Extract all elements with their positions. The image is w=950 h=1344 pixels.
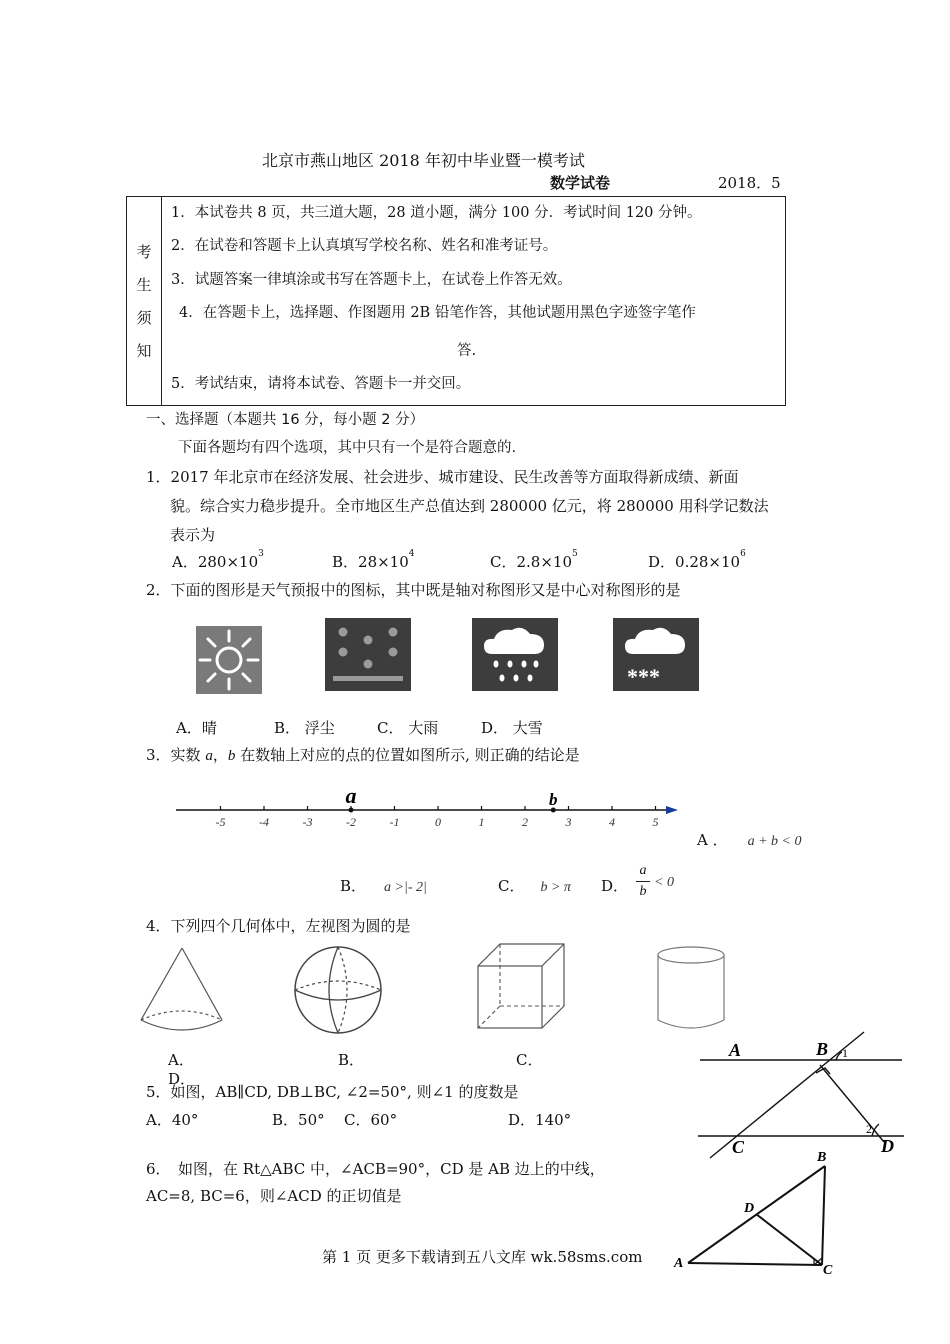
q3-option-d-rest: < 0 [654, 875, 674, 890]
sun-icon [196, 626, 262, 694]
q5-label-angle1: 1 [842, 1046, 848, 1060]
point-b-label: b [549, 790, 558, 809]
q5-label-b: B [816, 1039, 829, 1059]
exam-title: 北京市燕山地区 2018 年初中毕业暨一模考试 [262, 151, 585, 170]
notice-label-char: 知 [136, 342, 152, 360]
sphere-shape [290, 944, 386, 1036]
notice-item: 2．在试卷和答题卡上认真填写学校名称、姓名和准考证号。 [171, 238, 558, 254]
notice-label-char: 须 [136, 309, 152, 327]
number-line-tick-label: 4 [609, 815, 615, 829]
cube-shape [474, 940, 570, 1032]
page-footer: 第 1 页 更多下载请到五八文库 wk.58sms.com [322, 1248, 643, 1266]
q6-label-c: C [823, 1263, 833, 1278]
number-line-tick-label: -5 [215, 815, 226, 829]
notice-item: 4．在答题卡上，选择题、作图题用 2B 铅笔作答，其他试题用黑色字迹签字笔作 [179, 305, 696, 321]
q2-option-a: A．晴 [176, 719, 217, 737]
q1-line: 表示为 [170, 526, 216, 544]
q2-option-c: C． 大雨 [377, 719, 439, 737]
notice-label-char: 生 [136, 276, 152, 294]
q1-option-c: C．$2.8\times 10^5$ [490, 549, 578, 571]
number-line-tick-label: -3 [302, 815, 313, 829]
q4-option-c: C． [516, 1051, 543, 1069]
number-line-tick-label: 1 [478, 815, 485, 829]
q5-option-a: A．40° [146, 1111, 199, 1129]
number-line [170, 780, 690, 832]
q5-option-c: C．60° [344, 1111, 398, 1129]
section-heading: 一、选择题（本题共 16 分，每小题 2 分） [146, 412, 425, 428]
q5-option-d: D．140° [508, 1111, 572, 1129]
number-line-tick-label: -2 [346, 815, 356, 829]
heavy-rain-icon [472, 618, 558, 691]
q3-option-d: D． [601, 877, 629, 895]
q6-label-a: A [674, 1256, 684, 1271]
number-line-tick-label: 2 [522, 815, 528, 829]
notice-item: 3．试题答案一律填涂或书写在答题卡上，在试卷上作答无效。 [171, 272, 572, 288]
cylinder-shape [654, 944, 728, 1032]
q3-stem: 3．实数 a，b 在数轴上对应的点的位置如图所示, 则正确的结论是 [146, 746, 580, 764]
q3-option-b: B． a >|- 2| [340, 877, 427, 895]
q1-option-a: A．$280\times 10^3$ [172, 549, 264, 571]
number-line-tick-label: 3 [565, 815, 572, 829]
q4-stem: 4．下列四个几何体中，左视图为圆的是 [146, 917, 411, 935]
q6-label-d: D [744, 1201, 755, 1216]
q5-option-b: B．50° [272, 1111, 325, 1129]
exam-subtitle: 数学试卷 [550, 174, 611, 192]
svg-text:***: *** [627, 664, 660, 689]
q6-line: 6． 如图，在 Rt△ABC 中，∠ACB=90°，CD 是 AB 边上的中线， [146, 1160, 605, 1178]
q5-figure [692, 1028, 912, 1164]
q1-option-d: D．$0.28\times 10^6$ [648, 549, 746, 571]
q2-option-d: D． 大雪 [481, 719, 543, 737]
number-line-tick-label: -1 [389, 815, 400, 829]
q6-figure [670, 1146, 850, 1278]
q4-option-d: D． [168, 1070, 196, 1088]
number-line-tick-label: -4 [259, 815, 269, 829]
q6-label-b: B [817, 1150, 827, 1165]
q3-option-a: A ． a + b < 0 [697, 831, 802, 849]
q5-label-a: A [729, 1040, 742, 1060]
number-line-tick-label: 0 [435, 815, 441, 829]
number-line-tick-label: 5 [652, 815, 659, 829]
q2-option-b: B． 浮尘 [274, 719, 335, 737]
exam-date: 2018．5 [718, 174, 781, 192]
q1-line: 1．2017 年北京市在经济发展、社会进步、城市建设、民生改善等方面取得新成绩、新面 [146, 468, 739, 486]
heavy-snow-icon [613, 618, 699, 691]
section-instruction: 下面各题均有四个选项，其中只有一个是符合题意的. [178, 440, 517, 456]
notice-item: 1．本试卷共 8 页，共三道大题，28 道小题，满分 100 分．考试时间 120 分钟。 [171, 205, 702, 221]
q5-label-d: D [881, 1136, 894, 1156]
q5-stem: 5．如图，AB∥CD, DB⊥BC, ∠2=50°, 则∠1 的度数是 [146, 1083, 519, 1101]
q5-label-angle2: 2 [866, 1122, 872, 1136]
notice-item: 5．考试结束，请将本试卷、答题卡一并交回。 [171, 376, 471, 392]
notice-label-char: 考 [136, 243, 152, 261]
notice-label [127, 197, 162, 405]
q2-stem: 2．下面的图形是天气预报中的图标，其中既是轴对称图形又是中心对称图形的是 [146, 581, 681, 599]
q4-option-a: A． [168, 1051, 194, 1069]
q1-line: 貌。综合实力稳步提升。全市地区生产总值达到 280000 亿元，将 280000 用科学记数法 [170, 497, 769, 515]
notice-box [126, 196, 786, 406]
point-a-label: a [345, 783, 357, 808]
q4-option-b: B． [338, 1051, 365, 1069]
notice-item: 答. [457, 343, 477, 359]
q6-line: AC=8, BC=6，则∠ACD 的正切值是 [146, 1187, 402, 1205]
point-a [349, 808, 354, 813]
q3-option-c: C． b > π [498, 877, 571, 895]
cone-shape [136, 944, 228, 1034]
q1-option-b: B．$28\times 10^4$ [332, 549, 415, 571]
q5-label-c: C [732, 1137, 745, 1157]
dust-icon [325, 618, 411, 691]
q3-option-d-fraction: a b [636, 862, 650, 901]
